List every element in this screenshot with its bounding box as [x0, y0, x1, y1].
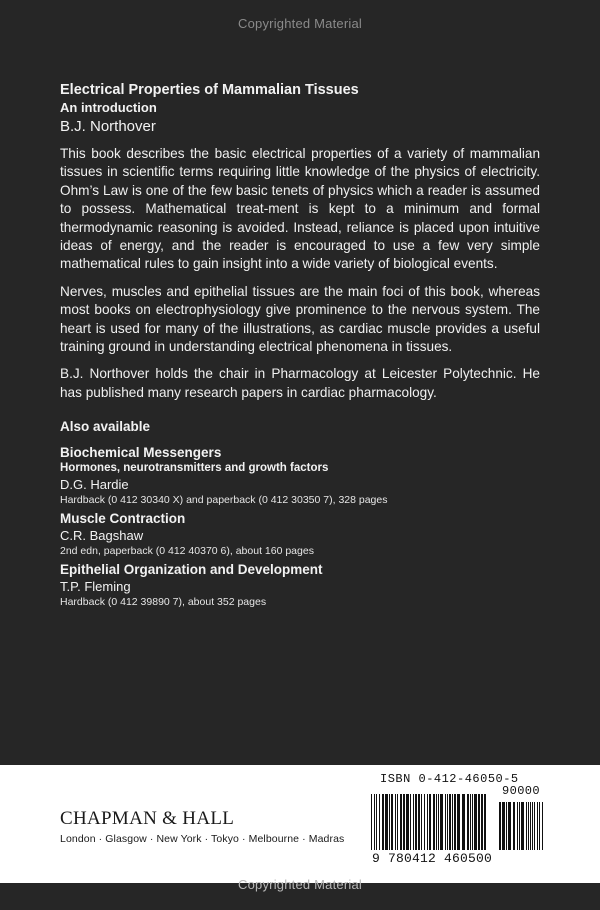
barcode-bar	[462, 794, 465, 850]
description-paragraph: Nerves, muscles and epithelial tissues are the main foci of this book, whereas most books on electrophysiology give prominence to the nervous system. The heart is used for many of the illustrations, as cardiac muscle provides a useful training ground in understanding electrical phenomena in tissues.	[60, 283, 540, 355]
barcode-bar	[427, 794, 428, 850]
barcode-bar	[379, 794, 380, 850]
barcode-bar	[506, 802, 507, 850]
barcode-addon-digits: 90000	[502, 784, 541, 798]
also-book-details: Hardback (0 412 39890 7), about 352 pages	[60, 596, 267, 609]
also-book-author: T.P. Fleming	[60, 579, 131, 595]
barcode-bar	[530, 802, 531, 850]
barcode-bar	[502, 802, 505, 850]
barcode-digits: 9 780412 460500	[372, 851, 493, 866]
barcode-bar	[484, 794, 486, 850]
barcode-bar	[454, 794, 456, 850]
barcode-bar	[481, 794, 483, 850]
also-book-author: D.G. Hardie	[60, 477, 129, 493]
barcode-bar	[391, 794, 393, 850]
also-available-book	[60, 510, 540, 558]
also-available-book	[60, 444, 540, 507]
cover-content	[60, 80, 540, 612]
barcode-bar	[415, 794, 417, 850]
barcode-bar	[445, 794, 446, 850]
barcode-bar	[470, 794, 471, 850]
barcode-bar	[436, 794, 437, 850]
barcode-bar	[403, 794, 405, 850]
barcode-bar	[400, 794, 402, 850]
barcode-bar	[472, 794, 473, 850]
book-subtitle: An introduction	[60, 100, 157, 115]
barcode-bar	[397, 794, 398, 850]
also-book-title: Muscle Contraction	[60, 511, 186, 527]
barcode-bar	[440, 794, 443, 850]
barcode-bar	[447, 794, 448, 850]
barcode-bar	[534, 802, 535, 850]
barcode-bar	[382, 794, 384, 850]
also-book-title: Epithelial Organization and Development	[60, 562, 323, 578]
also-available-heading: Also available	[60, 419, 151, 435]
barcode-bar	[433, 794, 435, 850]
barcode-bar	[449, 794, 451, 850]
barcode-bar	[508, 802, 511, 850]
barcode-bar	[457, 794, 460, 850]
barcode-bar	[467, 794, 469, 850]
barcode-bar	[421, 794, 422, 850]
barcode-bar	[418, 794, 420, 850]
barcode-bar	[406, 794, 409, 850]
publisher-cities: London · Glasgow · New York · Tokyo · Melbourne · Madras	[60, 833, 345, 845]
barcode-bar	[385, 794, 388, 850]
barcode-bar	[519, 802, 520, 850]
also-book-author: C.R. Bagshaw	[60, 528, 144, 544]
barcode-bar	[542, 802, 543, 850]
watermark-bottom: Copyrighted Material	[238, 877, 362, 892]
barcode-bar	[526, 802, 527, 850]
barcode-bar	[452, 794, 453, 850]
barcode-bar	[410, 794, 411, 850]
publisher-name: CHAPMAN & HALL	[60, 808, 235, 829]
barcode-bar	[371, 794, 372, 850]
barcode-bar	[413, 794, 414, 850]
barcode-bar	[424, 794, 425, 850]
barcode-bar	[478, 794, 480, 850]
barcode-bar	[374, 794, 375, 850]
barcode-bar	[537, 802, 538, 850]
barcode-bar	[438, 794, 439, 850]
barcode-bar	[429, 794, 431, 850]
also-book-subtitle: Hormones, neurotransmitters and growth factors	[60, 462, 329, 475]
barcode-bar	[532, 802, 533, 850]
also-book-details: Hardback (0 412 30340 X) and paperback (0 412 30350 7), 328 pages	[60, 494, 388, 507]
barcode-bar	[521, 802, 524, 850]
barcode-bar	[499, 802, 501, 850]
barcode-bar	[389, 794, 390, 850]
barcode-bar	[395, 794, 396, 850]
description-paragraph: This book describes the basic electrical properties of a variety of mammalian tissues in scientific terms requiring little knowledge of the physics of electricity. Ohm’s Law is one of the few basic tenets of physics which a reader is assumed to possess. Mathematical treat-ment is kept to a minimum and formal thermodynamic reasoning is avoided. Instead, reliance is placed upon intuitive ideas of energy, and the reader is encouraged to use a few very simple mathematical rules to gain insight into a wide variety of biological events.	[60, 146, 540, 272]
also-book-title: Biochemical Messengers	[60, 445, 222, 461]
book-author: B.J. Northover	[60, 118, 156, 135]
barcode-bar	[474, 794, 477, 850]
barcode-bar	[517, 802, 518, 850]
barcode-bar	[513, 802, 515, 850]
isbn-number: ISBN 0-412-46050-5	[380, 772, 519, 786]
author-bio-paragraph: B.J. Northover holds the chair in Pharmacology at Leicester Polytechnic. He has published many research papers in cardiac pharmacology.	[60, 366, 540, 400]
book-title: Electrical Properties of Mammalian Tissues	[60, 82, 359, 98]
barcode-bar	[528, 802, 529, 850]
also-available-book	[60, 561, 540, 609]
barcode-bar	[539, 802, 540, 850]
barcode-bar	[376, 794, 377, 850]
barcode-image	[365, 788, 545, 850]
also-book-details: 2nd edn, paperback (0 412 40370 6), about 160 pages	[60, 545, 314, 558]
watermark-top: Copyrighted Material	[238, 16, 362, 31]
publisher-band	[0, 765, 600, 883]
